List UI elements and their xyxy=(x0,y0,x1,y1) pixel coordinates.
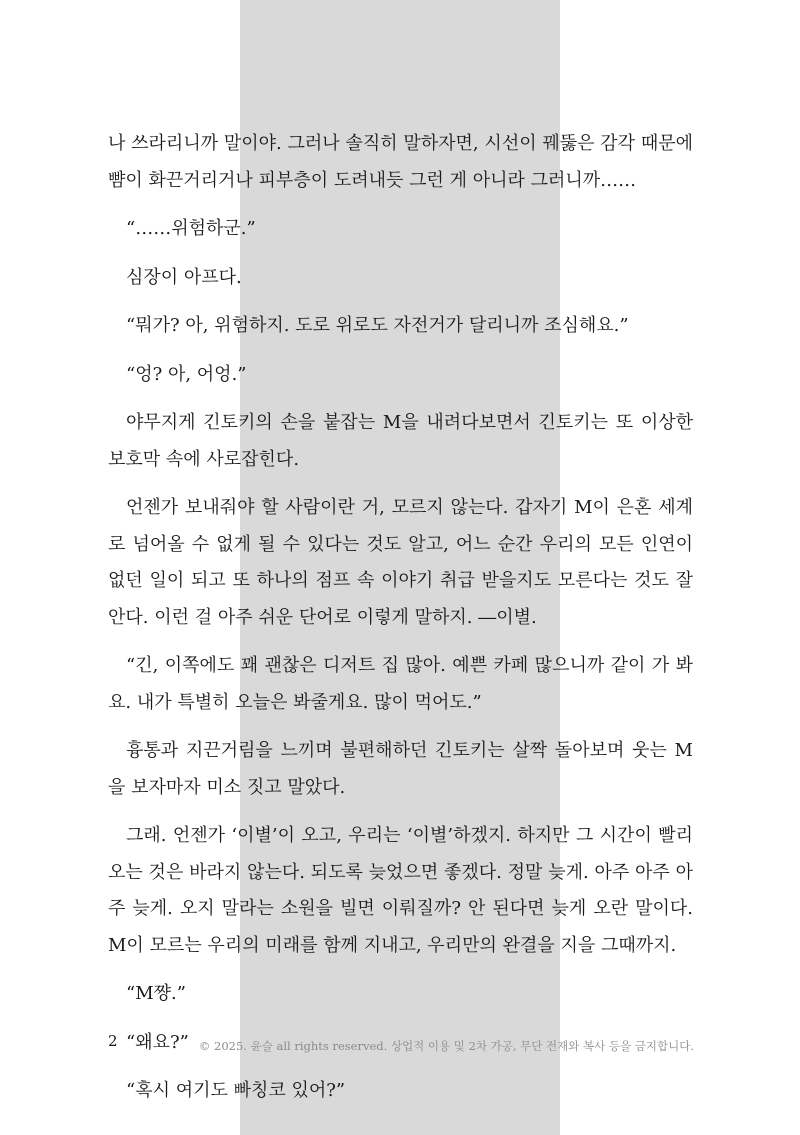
paragraph: 언젠가 보내줘야 할 사람이란 거, 모르지 않는다. 갑자기 M이 은혼 세계로 넘어올 수 없게 될 수 있다는 것도 알고, 어느 순간 우리의 모든 인연이 없던 일이 되고 또 하나의 점프 속 이야기 취급 받을지도 모른다는 것도 잘 안다. 이런 걸 아주 쉬운 단어로 이렇게 말하지. ―이별. xyxy=(108,497,693,628)
paragraph: 심장이 아프다. xyxy=(126,266,242,288)
body-text xyxy=(108,126,693,1122)
paragraph: 흉통과 지끈거림을 느끼며 불편해하던 긴토키는 살짝 돌아보며 웃는 M을 보자마자 미소 짓고 말았다. xyxy=(108,740,693,798)
copyright-notice: © 2025. 윤슬 all rights reserved. 상업적 이용 및 2차 가공, 무단 전재와 복사 등을 금지합니다. xyxy=(198,1039,694,1053)
paragraph: “엉? 아, 어엉.” xyxy=(126,363,247,385)
paragraph: “긴, 이쪽에도 꽤 괜찮은 디저트 집 많아. 예쁜 카페 많으니까 같이 가 봐요. 내가 특별히 오늘은 봐줄게요. 많이 먹어도.” xyxy=(108,655,693,713)
paragraph: “뭐가? 아, 위험하지. 도로 위로도 자전거가 달리니까 조심해요.” xyxy=(126,315,629,336)
paragraph: “혹시 여기도 빠칭코 있어?” xyxy=(126,1080,346,1101)
paragraph: “……위험하군.” xyxy=(126,218,256,239)
paragraph: 나 쓰라리니까 말이야. 그러나 솔직히 말하자면, 시선이 꿰뚫은 감각 때문에 뺨이 화끈거리거나 피부층이 도려내듯 그런 게 아니라 그러니까…… xyxy=(108,133,693,191)
paragraph: 야무지게 긴토키의 손을 붙잡는 M을 내려다보면서 긴토키는 또 이상한 보호막 속에 사로잡힌다. xyxy=(108,412,693,470)
page-number: 2 xyxy=(108,1032,118,1050)
paragraph: 그래. 언젠가 ‘이별’이 오고, 우리는 ‘이별’하겠지. 하지만 그 시간이 빨리 오는 것은 바라지 않는다. 되도록 늦었으면 좋겠다. 정말 늦게. 아주 아주 아주 늦게. 오지 말라는 소원을 빌면 이뤄질까? 안 된다면 늦게 오란 말이다. M이 모르는 우리의 미래를 함께 지내고, 우리만의 완결을 지을 그때까지. xyxy=(108,825,693,956)
paragraph: “왜요?” xyxy=(126,1031,189,1053)
paragraph: “M쨩.” xyxy=(126,983,186,1004)
